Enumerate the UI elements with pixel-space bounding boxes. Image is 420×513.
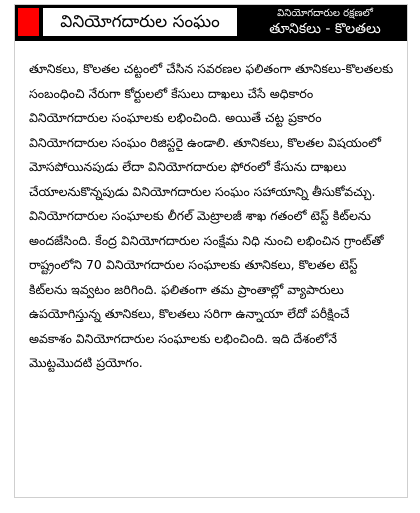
header-bar bbox=[15, 5, 407, 41]
page-title: వినియోగదారుల సంఘం bbox=[43, 8, 237, 36]
article-body bbox=[29, 57, 395, 376]
article-page bbox=[14, 4, 408, 498]
article-paragraph-2: వినియోగదారుల సంఘాలకు లీగల్ మెట్రాలజీ శాఖ గతంలో టెస్ట్ కిట్‌లను అందజేసింది. కేంద్ర వినియోగదారుల సంక్షేమ నిధి నుంచి లభించిన గ్రాంట్‌తో రాష్ట్రంలోని 70 వినియోగదారుల సంఘాలకు తూనికలు, కొలతల టెస్ట్ కిట్‌లను ఇవ్వటం జరిగింది. ఫలితంగా తమ ప్రాంతాల్లో వ్యాపారులు ఉపయోగిస్తున్న తూనికలు, కొలతలు సరిగా ఉన్నాయా లేదో పరీక్షించే అవకాశం వినియోగదారుల సంఘాలకు లభించింది. ఇది దేశంలోనే మొట్టమొదటి ప్రయోగం. bbox=[29, 208, 384, 370]
subtitle-line-2: తూనికలు - కొలతలు bbox=[269, 21, 381, 37]
header-subtitle bbox=[245, 7, 405, 38]
subtitle-line-1: వినియోగదారుల రక్షణలో bbox=[277, 8, 373, 19]
red-accent-square bbox=[18, 8, 39, 36]
article-paragraph-1: తూనికలు, కొలతల చట్టంలో చేసిన సవరణల ఫలితంగా తూనికలు-కొలతలకు సంబంధించి నేరుగా కోర్టులలో కేసులు దాఖలు చేసే అధికారం వినియోగదారుల సంఘాలకు లభించింది. అయితే చట్ట ప్రకారం వినియోగదారుల సంఘం రిజిస్టరై ఉండాలి. తూనికలు, కొలతల విషయంలో మోసపోయినపుడు లేదా వినియోగదారుల ఫోరంలో కేసును దాఖలు చేయాలనుకొన్నపుడు వినియోగదారుల సంఘం సహాయాన్ని తీసుకోవచ్చు. bbox=[29, 61, 394, 199]
